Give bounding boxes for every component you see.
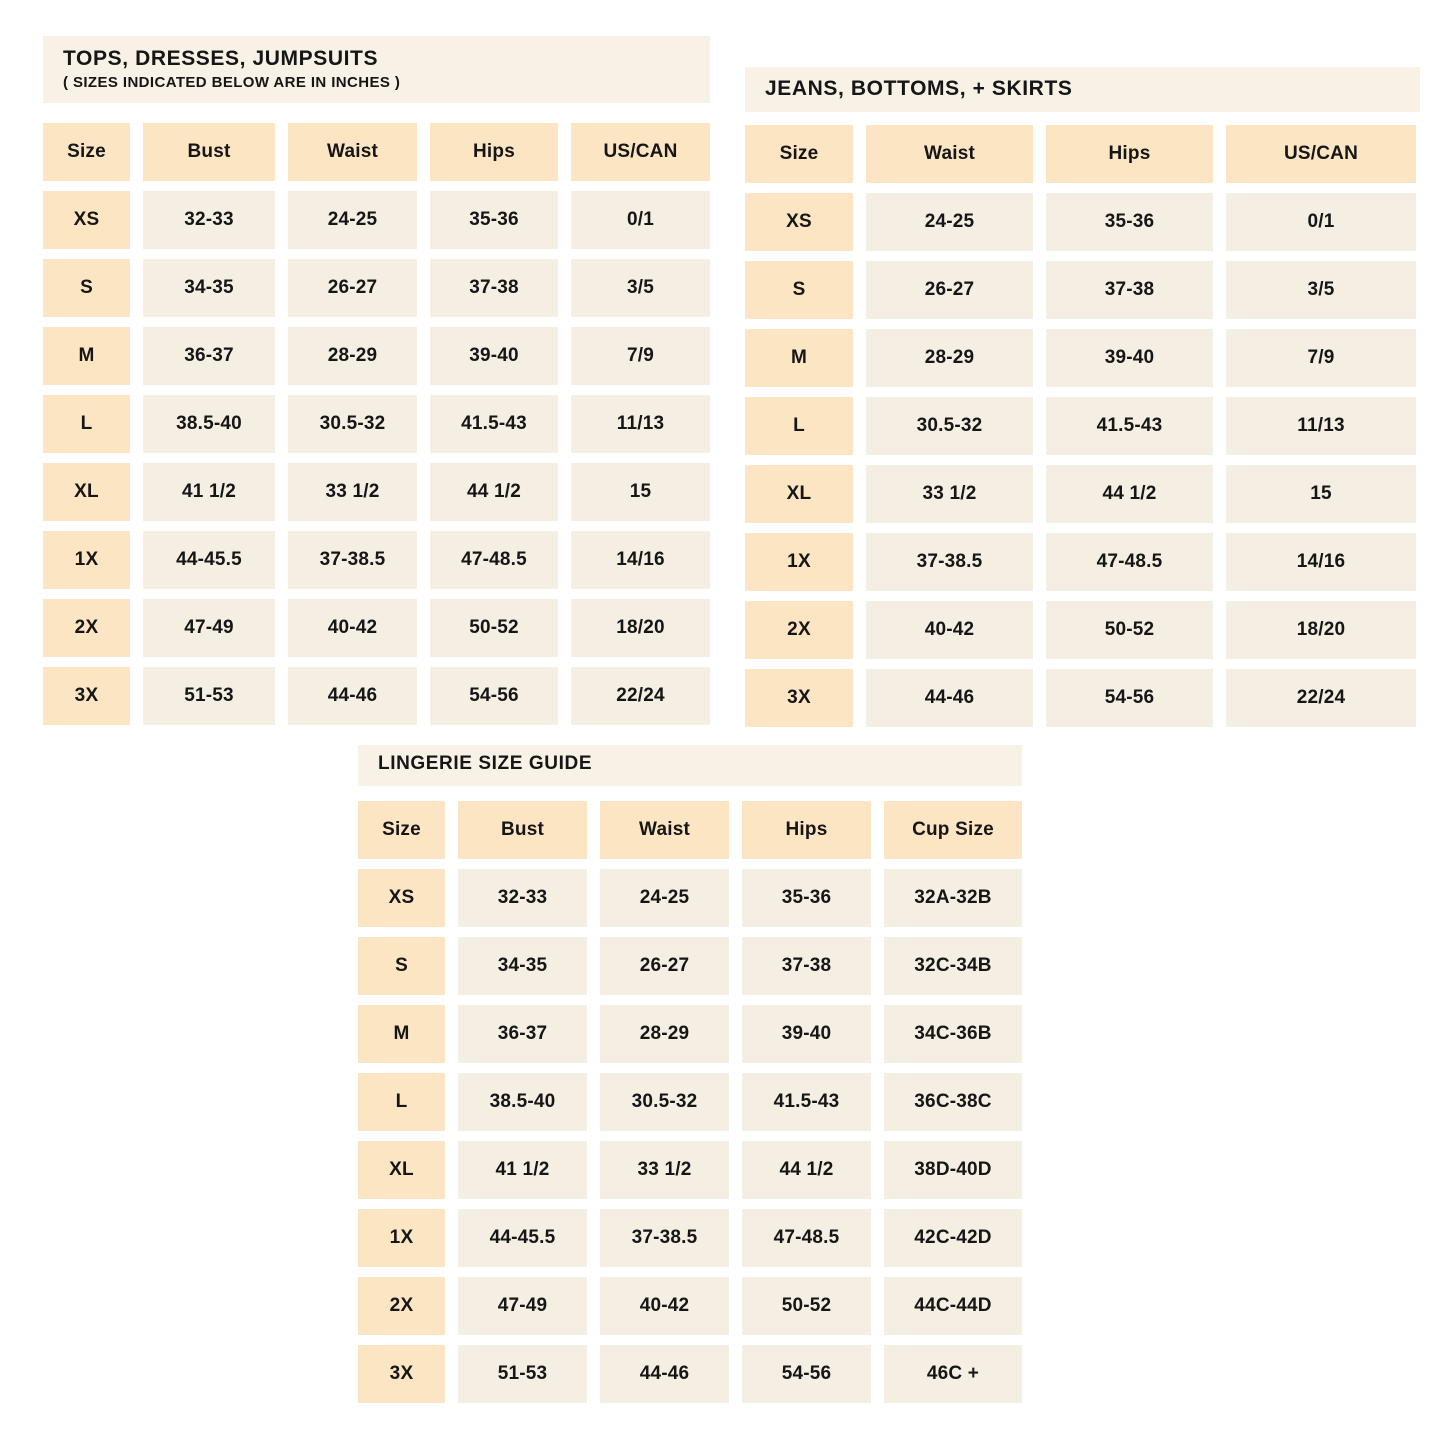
measurement-cell: 22/24: [571, 667, 710, 725]
measurement-cell: 30.5-32: [866, 397, 1033, 455]
measurement-cell: 50-52: [1046, 601, 1213, 659]
measurement-cell: 54-56: [430, 667, 558, 725]
row-size-label-cell: 2X: [358, 1277, 445, 1335]
column-header-cell: US/CAN: [571, 123, 710, 181]
measurement-cell: 44 1/2: [1046, 465, 1213, 523]
row-size-label-cell: M: [358, 1005, 445, 1063]
column-header-cell: Size: [745, 125, 853, 183]
measurement-cell: 40-42: [866, 601, 1033, 659]
row-size-label-cell: 1X: [745, 533, 853, 591]
measurement-cell: 37-38.5: [288, 531, 417, 589]
measurement-cell: 35-36: [430, 191, 558, 249]
column-header-cell: Bust: [143, 123, 275, 181]
measurement-cell: 47-48.5: [742, 1209, 871, 1267]
measurement-cell: 47-48.5: [430, 531, 558, 589]
row-size-label-cell: 1X: [43, 531, 130, 589]
measurement-cell: 14/16: [1226, 533, 1416, 591]
measurement-cell: 26-27: [866, 261, 1033, 319]
table-title: LINGERIE SIZE GUIDE: [378, 753, 593, 774]
measurement-cell: 0/1: [1226, 193, 1416, 251]
table-title-banner: [745, 67, 1420, 112]
measurement-cell: 30.5-32: [600, 1073, 729, 1131]
measurement-cell: 15: [1226, 465, 1416, 523]
measurement-cell: 28-29: [288, 327, 417, 385]
row-size-label-cell: M: [745, 329, 853, 387]
column-header-cell: Hips: [742, 801, 871, 859]
size-grid: [43, 123, 710, 725]
measurement-cell: 33 1/2: [866, 465, 1033, 523]
measurement-cell: 18/20: [571, 599, 710, 657]
table-subtitle: ( SIZES INDICATED BELOW ARE IN INCHES ): [63, 74, 401, 92]
measurement-cell: 35-36: [1046, 193, 1213, 251]
measurement-cell: 47-48.5: [1046, 533, 1213, 591]
measurement-cell: 28-29: [866, 329, 1033, 387]
measurement-cell: 24-25: [288, 191, 417, 249]
row-size-label-cell: L: [745, 397, 853, 455]
measurement-cell: 32A-32B: [884, 869, 1022, 927]
row-size-label-cell: XS: [358, 869, 445, 927]
row-size-label-cell: L: [43, 395, 130, 453]
row-size-label-cell: XS: [43, 191, 130, 249]
measurement-cell: 26-27: [600, 937, 729, 995]
row-size-label-cell: S: [745, 261, 853, 319]
measurement-cell: 30.5-32: [288, 395, 417, 453]
measurement-cell: 39-40: [430, 327, 558, 385]
column-header-cell: US/CAN: [1226, 125, 1416, 183]
measurement-cell: 33 1/2: [600, 1141, 729, 1199]
measurement-cell: 32-33: [458, 869, 587, 927]
measurement-cell: 35-36: [742, 869, 871, 927]
measurement-cell: 36C-38C: [884, 1073, 1022, 1131]
measurement-cell: 11/13: [1226, 397, 1416, 455]
row-size-label-cell: 1X: [358, 1209, 445, 1267]
measurement-cell: 47-49: [458, 1277, 587, 1335]
row-size-label-cell: 2X: [745, 601, 853, 659]
measurement-cell: 26-27: [288, 259, 417, 317]
column-header-cell: Size: [358, 801, 445, 859]
measurement-cell: 18/20: [1226, 601, 1416, 659]
measurement-cell: 50-52: [430, 599, 558, 657]
measurement-cell: 50-52: [742, 1277, 871, 1335]
measurement-cell: 41.5-43: [742, 1073, 871, 1131]
measurement-cell: 44-45.5: [143, 531, 275, 589]
measurement-cell: 38.5-40: [458, 1073, 587, 1131]
measurement-cell: 37-38.5: [866, 533, 1033, 591]
measurement-cell: 41 1/2: [143, 463, 275, 521]
measurement-cell: 51-53: [143, 667, 275, 725]
measurement-cell: 51-53: [458, 1345, 587, 1403]
row-size-label-cell: 3X: [745, 669, 853, 727]
measurement-cell: 37-38: [742, 937, 871, 995]
measurement-cell: 44-46: [600, 1345, 729, 1403]
measurement-cell: 24-25: [866, 193, 1033, 251]
measurement-cell: 39-40: [742, 1005, 871, 1063]
measurement-cell: 39-40: [1046, 329, 1213, 387]
measurement-cell: 41.5-43: [430, 395, 558, 453]
column-header-cell: Waist: [288, 123, 417, 181]
row-size-label-cell: XL: [358, 1141, 445, 1199]
measurement-cell: 36-37: [458, 1005, 587, 1063]
table-title-banner: [358, 745, 1022, 786]
measurement-cell: 14/16: [571, 531, 710, 589]
measurement-cell: 34C-36B: [884, 1005, 1022, 1063]
measurement-cell: 24-25: [600, 869, 729, 927]
column-header-cell: Cup Size: [884, 801, 1022, 859]
measurement-cell: 3/5: [1226, 261, 1416, 319]
measurement-cell: 44C-44D: [884, 1277, 1022, 1335]
column-header-cell: Bust: [458, 801, 587, 859]
measurement-cell: 40-42: [288, 599, 417, 657]
row-size-label-cell: 2X: [43, 599, 130, 657]
measurement-cell: 44-46: [288, 667, 417, 725]
measurement-cell: 15: [571, 463, 710, 521]
measurement-cell: 41 1/2: [458, 1141, 587, 1199]
measurement-cell: 28-29: [600, 1005, 729, 1063]
measurement-cell: 33 1/2: [288, 463, 417, 521]
row-size-label-cell: XS: [745, 193, 853, 251]
row-size-label-cell: M: [43, 327, 130, 385]
size-grid: [745, 125, 1420, 727]
measurement-cell: 41.5-43: [1046, 397, 1213, 455]
measurement-cell: 37-38: [1046, 261, 1213, 319]
measurement-cell: 44-45.5: [458, 1209, 587, 1267]
measurement-cell: 22/24: [1226, 669, 1416, 727]
measurement-cell: 32-33: [143, 191, 275, 249]
tops-dresses-jumpsuits-table: [43, 36, 710, 725]
measurement-cell: 54-56: [1046, 669, 1213, 727]
row-size-label-cell: S: [358, 937, 445, 995]
measurement-cell: 3/5: [571, 259, 710, 317]
measurement-cell: 38.5-40: [143, 395, 275, 453]
column-header-cell: Hips: [430, 123, 558, 181]
measurement-cell: 36-37: [143, 327, 275, 385]
row-size-label-cell: L: [358, 1073, 445, 1131]
table-title: TOPS, DRESSES, JUMPSUITS: [63, 47, 379, 70]
measurement-cell: 44-46: [866, 669, 1033, 727]
row-size-label-cell: XL: [43, 463, 130, 521]
column-header-cell: Waist: [600, 801, 729, 859]
measurement-cell: 11/13: [571, 395, 710, 453]
table-title-banner: [43, 36, 710, 103]
size-grid: [358, 801, 1022, 1403]
measurement-cell: 34-35: [143, 259, 275, 317]
measurement-cell: 47-49: [143, 599, 275, 657]
measurement-cell: 44 1/2: [742, 1141, 871, 1199]
measurement-cell: 54-56: [742, 1345, 871, 1403]
jeans-bottoms-skirts-table: [745, 67, 1420, 727]
row-size-label-cell: XL: [745, 465, 853, 523]
table-title: JEANS, BOTTOMS, + SKIRTS: [765, 77, 1073, 100]
measurement-cell: 42C-42D: [884, 1209, 1022, 1267]
measurement-cell: 38D-40D: [884, 1141, 1022, 1199]
column-header-cell: Size: [43, 123, 130, 181]
measurement-cell: 46C +: [884, 1345, 1022, 1403]
lingerie-size-guide-table: [358, 745, 1022, 1403]
row-size-label-cell: 3X: [358, 1345, 445, 1403]
row-size-label-cell: S: [43, 259, 130, 317]
measurement-cell: 0/1: [571, 191, 710, 249]
measurement-cell: 37-38.5: [600, 1209, 729, 1267]
row-size-label-cell: 3X: [43, 667, 130, 725]
measurement-cell: 7/9: [1226, 329, 1416, 387]
measurement-cell: 32C-34B: [884, 937, 1022, 995]
measurement-cell: 34-35: [458, 937, 587, 995]
column-header-cell: Waist: [866, 125, 1033, 183]
column-header-cell: Hips: [1046, 125, 1213, 183]
measurement-cell: 44 1/2: [430, 463, 558, 521]
measurement-cell: 40-42: [600, 1277, 729, 1335]
measurement-cell: 7/9: [571, 327, 710, 385]
measurement-cell: 37-38: [430, 259, 558, 317]
